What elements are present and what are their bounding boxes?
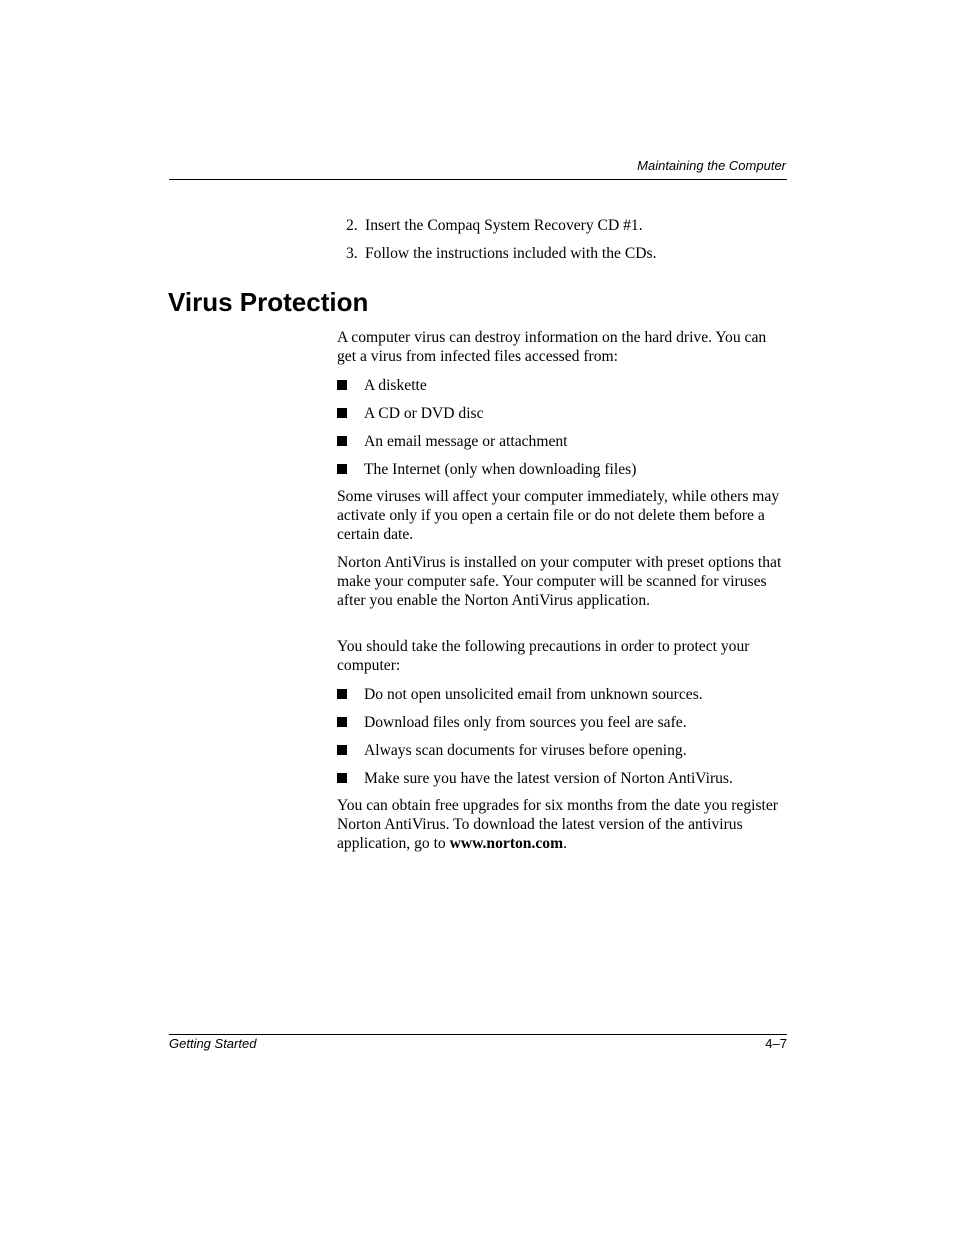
list-item — [337, 685, 703, 704]
list-item — [337, 769, 733, 788]
bullet-square-icon — [337, 773, 347, 783]
list-item-text: Make sure you have the latest version of Norton AntiVirus. — [364, 770, 733, 787]
footer-rule — [169, 1034, 787, 1035]
step-text: Insert the Compaq System Recovery CD #1. — [365, 217, 643, 234]
list-item — [337, 432, 568, 451]
bullet-square-icon — [337, 436, 347, 446]
list-item — [337, 741, 687, 760]
norton-paragraph: Norton AntiVirus is installed on your computer with preset options that make your computer safe. Your computer will be scanned for viruses after you enable the Norton AntiVirus application. — [337, 554, 782, 609]
step-number: 2. — [346, 217, 358, 234]
upgrade-paragraph — [337, 797, 789, 853]
step-item — [346, 216, 643, 235]
list-item — [337, 376, 427, 395]
precautions-paragraph: You should take the following precautions in order to protect your computer: — [337, 638, 750, 674]
bullet-square-icon — [337, 689, 347, 699]
running-header: Maintaining the Computer — [637, 158, 786, 173]
list-item-text: Download files only from sources you feel are safe. — [364, 714, 687, 731]
step-item — [346, 244, 657, 263]
bullet-square-icon — [337, 717, 347, 727]
header-rule — [169, 179, 787, 180]
list-item-text: A diskette — [364, 377, 427, 394]
intro-paragraph: A computer virus can destroy information on the hard drive. You can get a virus from infected files accessed from: — [337, 329, 767, 365]
norton-link[interactable]: www.norton.com — [449, 834, 564, 852]
bullet-square-icon — [337, 464, 347, 474]
bullet-square-icon — [337, 380, 347, 390]
step-number: 3. — [346, 245, 358, 262]
section-title: Virus Protection — [168, 287, 369, 317]
upgrade-text: You can obtain free upgrades for six months from the date you register Norton AntiVirus. To download the latest version of the antivirus application, go to — [337, 797, 778, 852]
list-item-text: Do not open unsolicited email from unknown sources. — [364, 686, 703, 703]
list-item-text: The Internet (only when downloading files) — [364, 461, 637, 478]
step-text: Follow the instructions included with the CDs. — [365, 245, 657, 262]
list-item — [337, 460, 636, 479]
list-item-text: An email message or attachment — [364, 433, 568, 450]
list-item-text: A CD or DVD disc — [364, 405, 484, 422]
list-item-text: Always scan documents for viruses before opening. — [364, 742, 687, 759]
page-number: 4–7 — [765, 1036, 787, 1051]
bullet-square-icon — [337, 408, 347, 418]
footer-title: Getting Started — [169, 1036, 257, 1051]
list-item — [337, 404, 484, 423]
bullet-square-icon — [337, 745, 347, 755]
effects-paragraph: Some viruses will affect your computer immediately, while others may activate only if you open a certain file or do not delete them before a certain date. — [337, 488, 780, 543]
list-item — [337, 713, 687, 732]
upgrade-end: . — [563, 834, 567, 852]
